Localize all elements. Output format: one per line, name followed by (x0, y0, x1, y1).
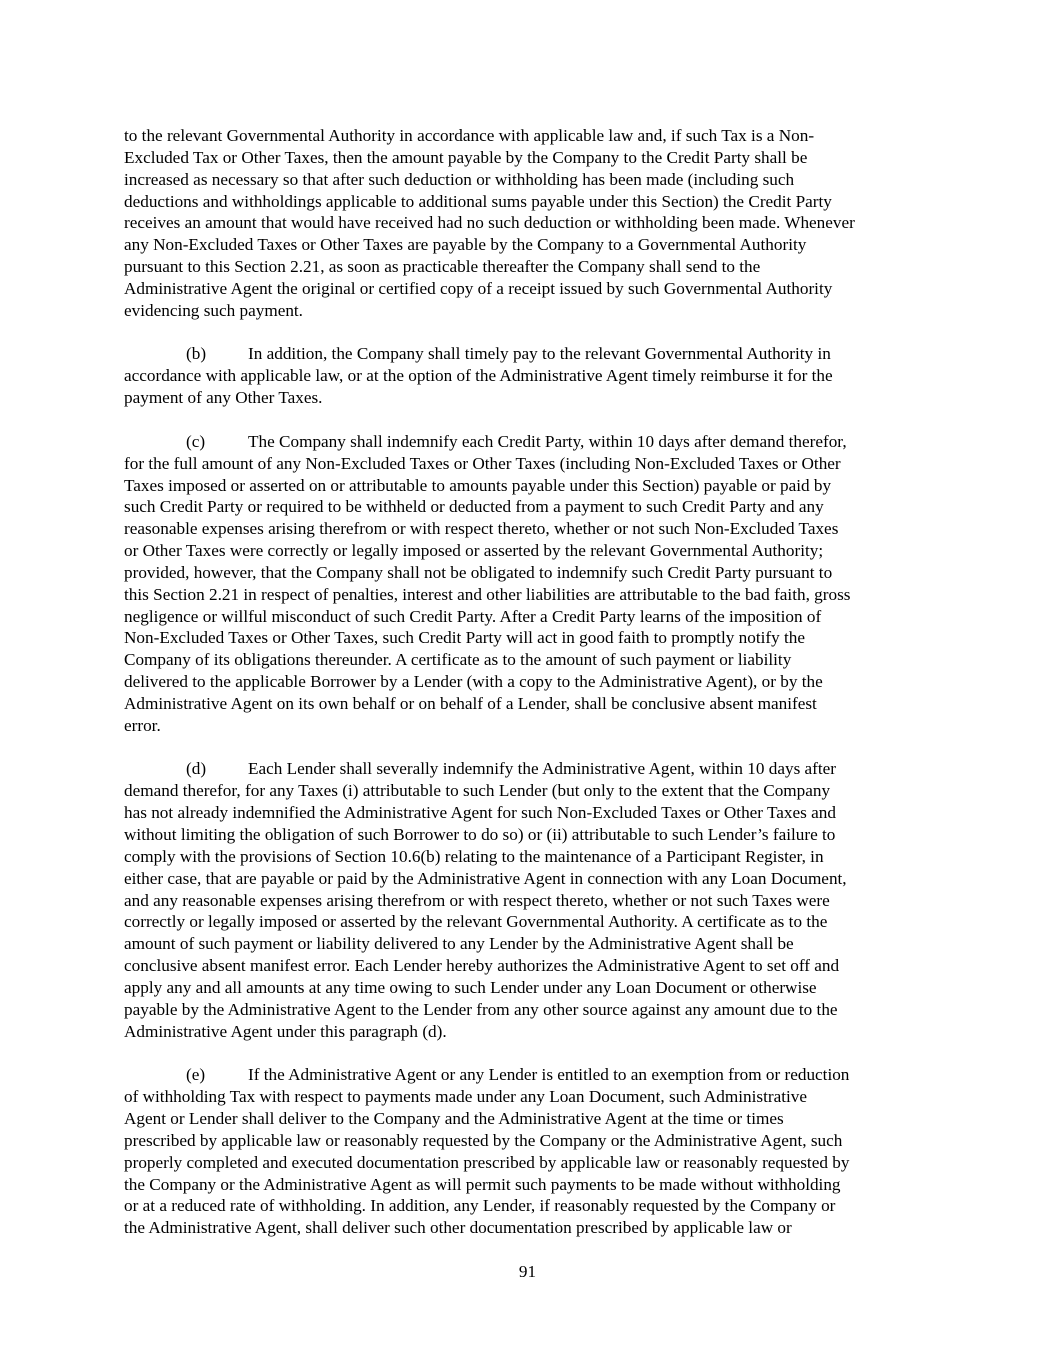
text-line: pursuant to this Section 2.21, as soon as practicable thereafter the Company shall send to the (124, 257, 761, 277)
text-line: provided, however, that the Company shall not be obligated to indemnify such Credit Party pursuant to (124, 562, 833, 582)
text-line: comply with the provisions of Section 10.6(b) relating to the maintenance of a Participant Register, in (124, 846, 824, 866)
text-line: Administrative Agent under this paragraph (d). (124, 1021, 447, 1041)
text-line-content: Each Lender shall severally indemnify the Administrative Agent, within 10 days after (248, 759, 837, 779)
text-line: correctly or legally imposed or asserted by the relevant Governmental Authority. A certificate as to the (124, 912, 828, 932)
text-line: or Other Taxes were correctly or legally imposed or asserted by the relevant Governmental Authority; (124, 541, 824, 561)
paragraph-e (124, 1064, 936, 1239)
text-line: Non-Excluded Taxes or Other Taxes, such Credit Party will act in good faith to promptly notify the (124, 628, 805, 648)
text-line: such Credit Party or required to be withheld or deducted from a payment to such Credit Party and any (124, 497, 824, 517)
text-line: demand therefor, for any Taxes (i) attributable to such Lender (but only to the extent that the Company (124, 781, 831, 801)
text-line: Taxes imposed or asserted on or attributable to amounts payable under this Section) payable or paid by (124, 475, 832, 495)
text-line: to the relevant Governmental Authority in accordance with applicable law and, if such Tax is a Non- (124, 126, 815, 145)
paragraph-label: (d) (186, 759, 207, 779)
text-line: the Company or the Administrative Agent as will permit such payments to be made without withholding (124, 1174, 841, 1194)
text-line-first (124, 431, 936, 453)
text-line: delivered to the applicable Borrower by a Lender (with a copy to the Administrative Agent), or by the (124, 672, 823, 692)
text-line: Administrative Agent the original or certified copy of a receipt issued by such Governmental Authority (124, 278, 833, 298)
paragraph-label: (b) (186, 344, 207, 364)
text-line: Excluded Tax or Other Taxes, then the amount payable by the Company to the Credit Party shall be (124, 147, 808, 167)
text-line: Agent or Lender shall deliver to the Company and the Administrative Agent at the time or times (124, 1108, 784, 1128)
text-line: amount of such payment or liability delivered to any Lender by the Administrative Agent shall be (124, 934, 794, 954)
text-line-first (124, 1064, 936, 1086)
text-line: has not already indemnified the Administrative Agent for such Non-Excluded Taxes or Other Taxes and (124, 803, 836, 823)
text-line: Company of its obligations thereunder. A certificate as to the amount of such payment or liability (124, 650, 792, 670)
text-line: error. (124, 715, 161, 735)
text-line: payable by the Administrative Agent to the Lender from any other source against any amount due to the (124, 999, 838, 1019)
text-line: reasonable expenses arising therefrom or with respect thereto, whether or not such Non-Excluded Taxes (124, 519, 839, 539)
text-line-content: In addition, the Company shall timely pay to the relevant Governmental Authority in (248, 344, 831, 364)
text-line: payment of any Other Taxes. (124, 388, 323, 408)
paragraph-b (124, 343, 936, 409)
text-line: evidencing such payment. (124, 300, 303, 320)
text-line: receives an amount that would have received had no such deduction or withholding been made. Whenever (124, 213, 855, 233)
text-line: deductions and withholdings applicable to additional sums payable under this Section) the Credit Party (124, 191, 832, 211)
text-line: this Section 2.21 in respect of penalties, interest and other liabilities are attributable to the bad faith, gross (124, 584, 851, 604)
text-line-first (124, 343, 936, 365)
text-line: without limiting the obligation of such Borrower to do so) or (ii) attributable to such Lender’s failure to (124, 825, 836, 844)
text-line: either case, that are payable or paid by the Administrative Agent in connection with any Loan Document, (124, 868, 847, 888)
text-line: of withholding Tax with respect to payments made under any Loan Document, such Administrative (124, 1087, 807, 1107)
text-line: prescribed by applicable law or reasonably requested by the Company or the Administrative Agent, such (124, 1130, 843, 1150)
text-line: accordance with applicable law, or at the option of the Administrative Agent timely reimburse it for the (124, 366, 833, 386)
text-line: properly completed and executed documentation prescribed by applicable law or reasonably requested by (124, 1152, 850, 1172)
text-line: increased as necessary so that after such deduction or withholding has been made (including such (124, 169, 795, 189)
document-page (124, 125, 936, 1261)
text-line: conclusive absent manifest error. Each Lender hereby authorizes the Administrative Agent to set off and (124, 956, 840, 976)
text-line: or at a reduced rate of withholding. In addition, any Lender, if reasonably requested by the Company or (124, 1196, 836, 1216)
text-line-first (124, 758, 936, 780)
text-line: negligence or willful misconduct of such Credit Party. After a Credit Party learns of the imposition of (124, 606, 822, 626)
text-line: apply any and all amounts at any time owing to such Lender under any Loan Document or otherwise (124, 977, 817, 997)
text-line-content: If the Administrative Agent or any Lender is entitled to an exemption from or reduction (248, 1065, 850, 1085)
paragraph-label: (e) (186, 1065, 206, 1085)
paragraph-d (124, 758, 936, 1042)
text-line: for the full amount of any Non-Excluded Taxes or Other Taxes (including Non-Excluded Taxes or Other (124, 453, 841, 473)
text-line-content: The Company shall indemnify each Credit Party, within 10 days after demand therefor, (248, 431, 847, 451)
text-line: and any reasonable expenses arising therefrom or with respect thereto, whether or not such Taxes were (124, 890, 830, 910)
paragraph-label: (c) (186, 431, 206, 451)
text-line: any Non-Excluded Taxes or Other Taxes are payable by the Company to a Governmental Authority (124, 235, 807, 255)
text-line: Administrative Agent on its own behalf or on behalf of a Lender, shall be conclusive absent manifest (124, 693, 817, 713)
paragraph-continuation (124, 125, 936, 322)
page-number: 91 (518, 1262, 537, 1281)
paragraph-c (124, 431, 936, 737)
text-line: the Administrative Agent, shall deliver such other documentation prescribed by applicable law or (124, 1218, 792, 1238)
